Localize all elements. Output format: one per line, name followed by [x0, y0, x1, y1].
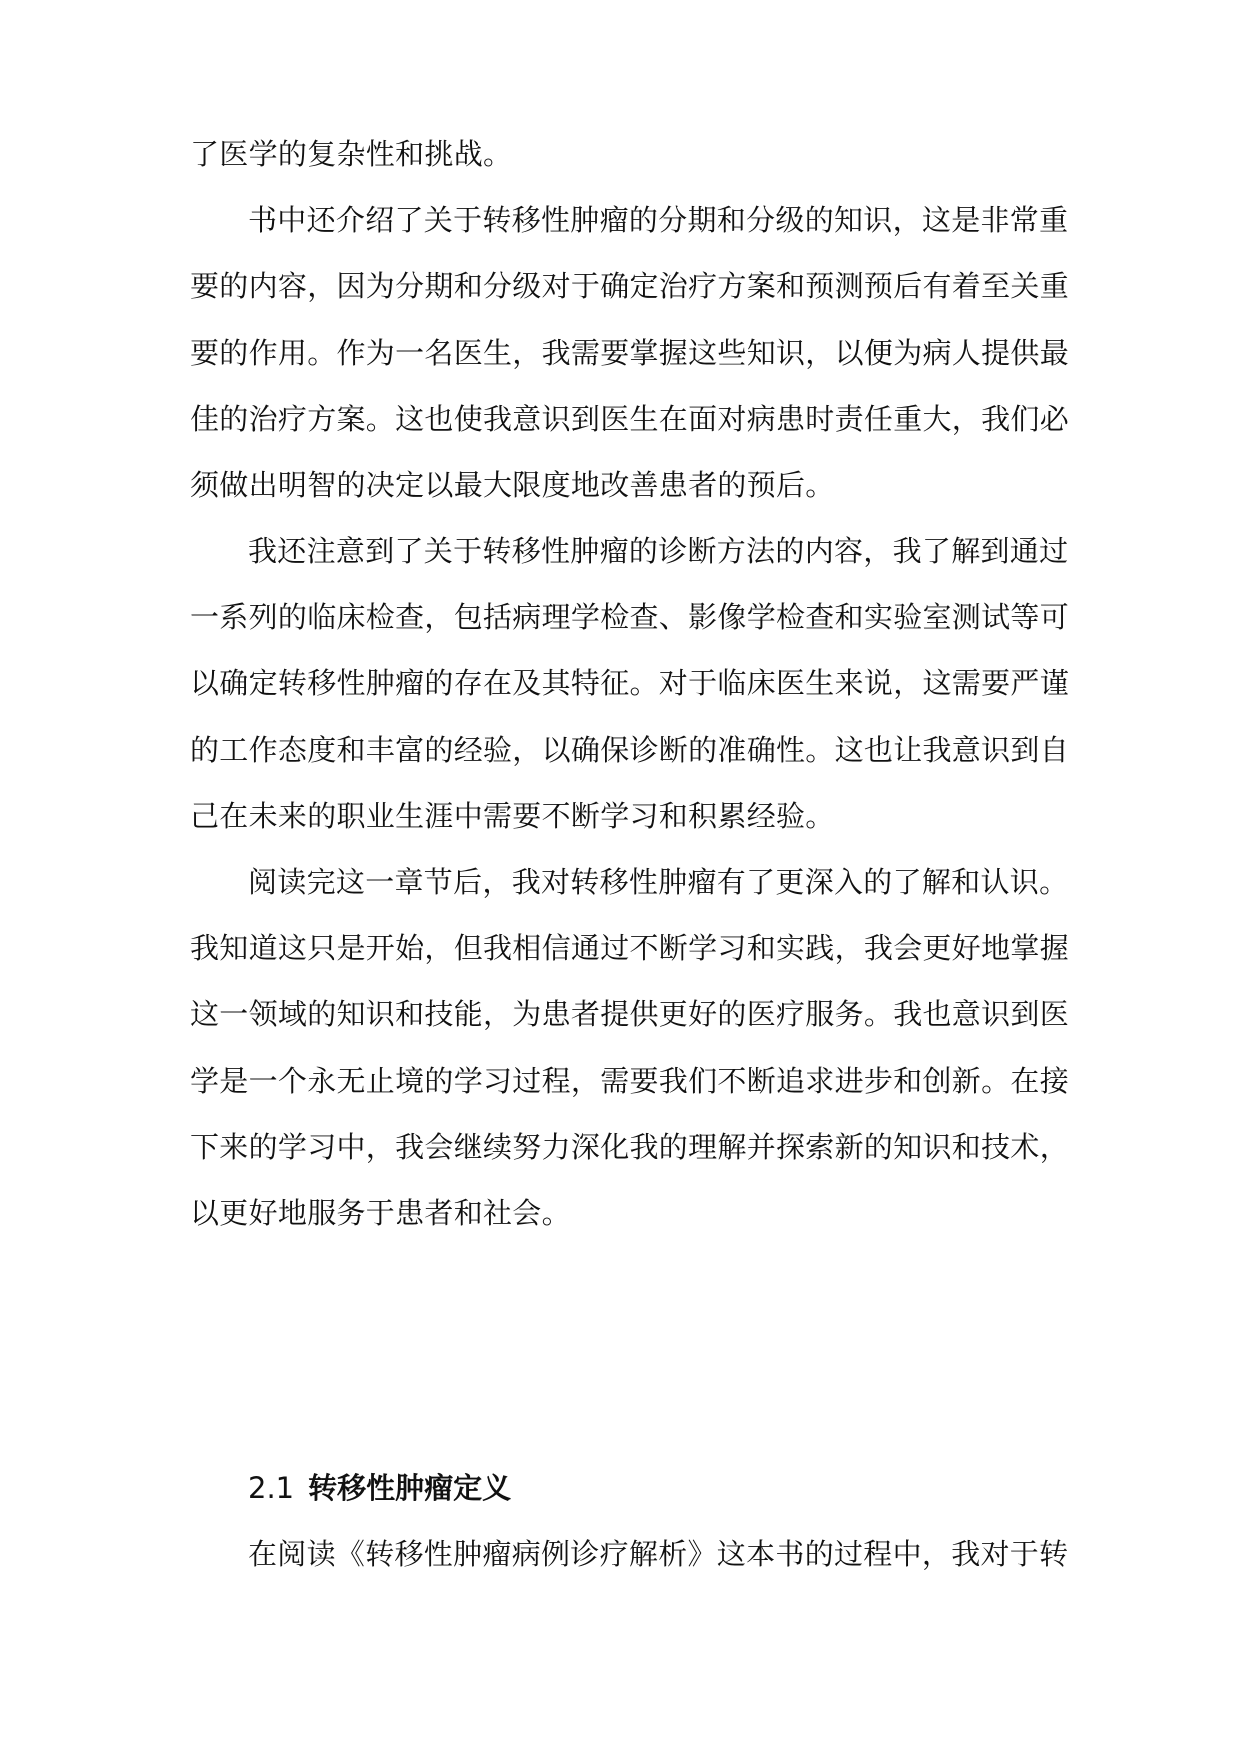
section-heading — [248, 1468, 511, 1508]
paragraph-line: 阅读完这一章节后，我对转移性肿瘤有了更深入的了解和认识。 — [248, 865, 1069, 899]
paragraph-line: 这一领域的知识和技能，为患者提供更好的医疗服务。我也意识到医 — [190, 997, 1070, 1031]
paragraph-line: 下来的学习中，我会继续努力深化我的理解并探索新的知识和技术， — [190, 1130, 1070, 1164]
paragraph-line: 我还注意到了关于转移性肿瘤的诊断方法的内容，我了解到通过 — [248, 534, 1069, 568]
paragraph-line: 书中还介绍了关于转移性肿瘤的分期和分级的知识，这是非常重 — [248, 203, 1069, 237]
paragraph-line: 己在未来的职业生涯中需要不断学习和积累经验。 — [190, 799, 835, 833]
paragraph-line: 了医学的复杂性和挑战。 — [190, 137, 513, 171]
paragraph-line: 以更好地服务于患者和社会。 — [190, 1196, 571, 1230]
section-number: 2.1 — [248, 1471, 295, 1505]
paragraph-line: 佳的治疗方案。这也使我意识到医生在面对病患时责任重大，我们必 — [190, 402, 1070, 436]
paragraph-line: 的工作态度和丰富的经验，以确保诊断的准确性。这也让我意识到自 — [190, 733, 1070, 767]
paragraph-line: 须做出明智的决定以最大限度地改善患者的预后。 — [190, 468, 835, 502]
paragraph-line: 在阅读《转移性肿瘤病例诊疗解析》这本书的过程中，我对于转 — [248, 1537, 1069, 1571]
paragraph-line: 要的内容，因为分期和分级对于确定治疗方案和预测预后有着至关重 — [190, 269, 1070, 303]
paragraph-line: 要的作用。作为一名医生，我需要掌握这些知识，以便为病人提供最 — [190, 336, 1070, 370]
paragraph-line: 以确定转移性肿瘤的存在及其特征。对于临床医生来说，这需要严谨 — [190, 666, 1070, 700]
paragraph-line: 我知道这只是开始，但我相信通过不断学习和实践，我会更好地掌握 — [190, 931, 1070, 965]
paragraph-line: 学是一个永无止境的学习过程，需要我们不断追求进步和创新。在接 — [190, 1064, 1070, 1098]
paragraph-line: 一系列的临床检查，包括病理学检查、影像学检查和实验室测试等可 — [190, 600, 1070, 634]
section-title: 转移性肿瘤定义 — [308, 1471, 512, 1505]
